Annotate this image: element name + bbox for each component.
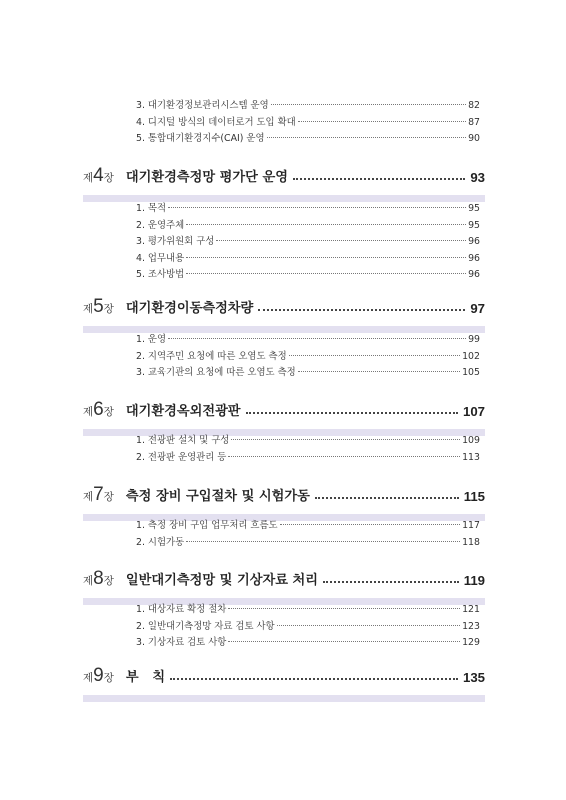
- chapter-title: 대기환경옥외전광판: [125, 403, 241, 419]
- toc-entry[interactable]: [136, 635, 480, 652]
- toc-entry[interactable]: [136, 115, 480, 132]
- toc-entry-page: 109: [462, 435, 480, 446]
- toc-entry-title: 1. 측정 장비 구입 업무처리 흐름도: [136, 520, 278, 531]
- toc-entry[interactable]: [136, 131, 480, 148]
- dot-leader: [271, 104, 466, 105]
- dot-leader: [186, 273, 466, 274]
- toc-entry[interactable]: [136, 619, 480, 636]
- chapter-title: 일반대기측정망 및 기상자료 처리: [125, 572, 319, 588]
- toc-entry-title: 4. 업무내용: [136, 252, 185, 264]
- toc-entry-page: 95: [468, 203, 480, 214]
- chapter-3-items: [136, 98, 480, 148]
- toc-entry-page: 105: [462, 367, 480, 379]
- dot-leader: [277, 625, 460, 626]
- chapter-prefix: 제: [83, 302, 94, 315]
- chapter-6-heading[interactable]: [83, 394, 485, 436]
- toc-entry-title: 5. 조사방법: [136, 269, 185, 281]
- toc-entry-title: 3. 대기환경정보관리시스템 운영: [136, 100, 269, 111]
- dot-leader: [267, 137, 467, 138]
- chapter-suffix: 장: [103, 405, 114, 418]
- chapter-6-items: [136, 433, 480, 466]
- toc-entry-title: 3. 기상자료 검토 사항: [136, 637, 227, 649]
- toc-entry[interactable]: [136, 433, 480, 450]
- toc-entry-page: 118: [462, 536, 480, 548]
- toc-entry[interactable]: [136, 251, 480, 268]
- chapter-title: 부 칙: [125, 669, 166, 685]
- toc-entry-title: 3. 평가위원회 구성: [136, 236, 215, 248]
- chapter-7-heading[interactable]: [83, 479, 485, 521]
- dot-leader: [228, 456, 460, 457]
- toc-entry[interactable]: [136, 450, 480, 467]
- toc-entry-title: 2. 지역주민 요청에 따른 오염도 측정: [136, 350, 287, 362]
- chapter-page: 93: [470, 169, 485, 185]
- chapter-number: 6: [93, 399, 104, 420]
- chapter-8-items: [136, 602, 480, 652]
- chapter-page: 119: [463, 572, 485, 588]
- dot-leader: [258, 309, 465, 311]
- dot-leader: [216, 240, 466, 241]
- chapter-prefix: 제: [83, 671, 94, 684]
- toc-entry-page: 96: [468, 236, 480, 248]
- toc-entry-page: 117: [462, 520, 480, 531]
- chapter-title: 측정 장비 구입절차 및 시험가동: [125, 488, 310, 504]
- toc-entry[interactable]: [136, 201, 480, 218]
- toc-entry-page: 129: [462, 637, 480, 649]
- toc-entry[interactable]: [136, 518, 480, 535]
- chapter-5-items: [136, 332, 480, 382]
- toc-entry-page: 102: [462, 350, 480, 362]
- dot-leader: [298, 121, 466, 122]
- chapter-page: 107: [462, 403, 485, 419]
- toc-entry-page: 113: [462, 451, 480, 463]
- chapter-number: 4: [93, 165, 104, 186]
- dot-leader: [293, 178, 465, 180]
- chapter-title: 대기환경측정망 평가단 운영: [125, 169, 288, 185]
- chapter-4-heading[interactable]: [83, 160, 485, 202]
- dot-leader: [280, 524, 461, 525]
- toc-entry-page: 90: [468, 133, 480, 145]
- toc-entry[interactable]: [136, 602, 480, 619]
- toc-entry-title: 5. 통합대기환경지수(CAI) 운영: [136, 133, 265, 145]
- toc-entry[interactable]: [136, 349, 480, 366]
- dot-leader: [186, 257, 466, 258]
- toc-entry-title: 1. 전광판 설치 및 구성: [136, 435, 230, 446]
- dot-leader: [298, 371, 460, 372]
- chapter-suffix: 장: [103, 302, 114, 315]
- dot-leader: [228, 608, 460, 609]
- chapter-8-heading[interactable]: [83, 563, 485, 605]
- toc-entry[interactable]: [136, 535, 480, 552]
- chapter-4-items: [136, 201, 480, 284]
- toc-entry-page: 95: [468, 219, 480, 231]
- toc-entry-page: 96: [468, 269, 480, 281]
- chapter-suffix: 장: [103, 171, 114, 184]
- chapter-suffix: 장: [103, 671, 114, 684]
- chapter-prefix: 제: [83, 490, 94, 503]
- toc-entry-page: 123: [462, 620, 480, 632]
- dot-leader: [289, 355, 460, 356]
- dot-leader: [246, 412, 458, 414]
- dot-leader: [228, 641, 460, 642]
- chapter-title: 대기환경이동측정차량: [125, 300, 254, 316]
- chapter-prefix: 제: [83, 171, 94, 184]
- toc-entry-page: 82: [468, 100, 480, 111]
- toc-entry-title: 4. 디지털 방식의 데이터로거 도입 확대: [136, 116, 296, 128]
- toc-entry[interactable]: [136, 218, 480, 235]
- toc-entry-title: 2. 시험가동: [136, 536, 185, 548]
- dot-leader: [323, 581, 459, 583]
- toc-entry-title: 3. 교육기관의 요청에 따른 오염도 측정: [136, 367, 296, 379]
- toc-entry-page: 121: [462, 604, 480, 615]
- chapter-suffix: 장: [103, 574, 114, 587]
- dot-leader: [186, 224, 466, 225]
- dot-leader: [168, 207, 466, 208]
- toc-entry-page: 96: [468, 252, 480, 264]
- toc-entry-title: 2. 전광판 운영관리 등: [136, 451, 227, 463]
- toc-entry[interactable]: [136, 267, 480, 284]
- chapter-7-items: [136, 518, 480, 551]
- dot-leader: [315, 497, 459, 499]
- chapter-number: 9: [93, 665, 104, 686]
- toc-entry[interactable]: [136, 365, 480, 382]
- chapter-9-heading[interactable]: [83, 660, 485, 702]
- chapter-page: 97: [470, 300, 485, 316]
- toc-entry-page: 87: [468, 116, 480, 128]
- dot-leader: [170, 678, 458, 680]
- chapter-number: 8: [93, 568, 104, 589]
- toc-entry[interactable]: [136, 332, 480, 349]
- chapter-number: 5: [93, 296, 104, 317]
- chapter-prefix: 제: [83, 405, 94, 418]
- toc-entry-page: 99: [468, 334, 480, 345]
- dot-leader: [168, 338, 466, 339]
- toc-entry-title: 2. 운영주체: [136, 219, 185, 231]
- chapter-5-heading[interactable]: [83, 291, 485, 333]
- chapter-number: 7: [93, 484, 104, 505]
- chapter-page: 115: [463, 488, 485, 504]
- chapter-divider-bar: [83, 695, 485, 702]
- chapter-page: 135: [462, 669, 485, 685]
- dot-leader: [231, 439, 460, 440]
- toc-entry[interactable]: [136, 98, 480, 115]
- toc-entry[interactable]: [136, 234, 480, 251]
- toc-entry-title: 2. 일반대기측정망 자료 검토 사항: [136, 620, 275, 632]
- toc-entry-title: 1. 운영: [136, 334, 167, 345]
- chapter-prefix: 제: [83, 574, 94, 587]
- dot-leader: [186, 541, 460, 542]
- toc-entry-title: 1. 대상자료 확정 절차: [136, 604, 227, 615]
- toc-entry-title: 1. 목적: [136, 203, 167, 214]
- chapter-suffix: 장: [103, 490, 114, 503]
